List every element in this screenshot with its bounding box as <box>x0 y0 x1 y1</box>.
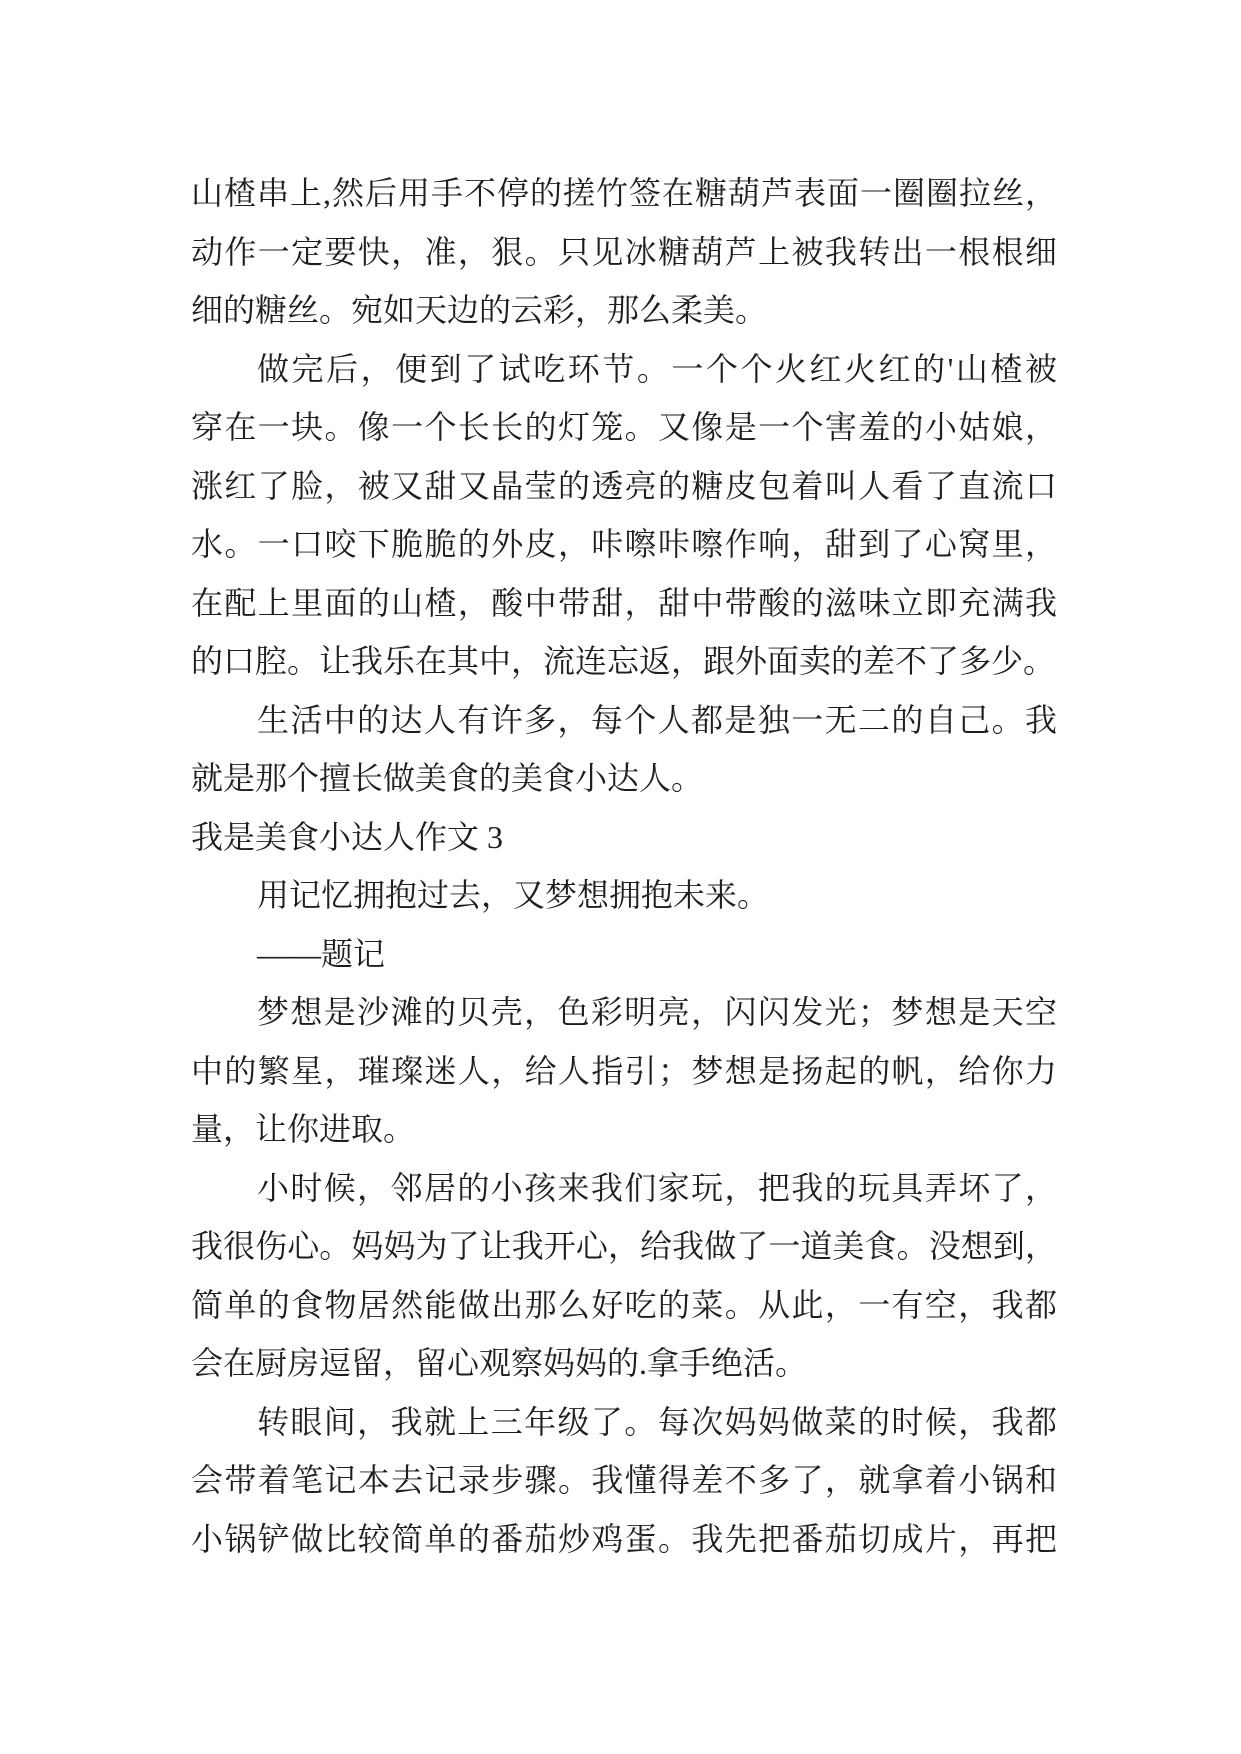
text-line: 量，让你进取。 <box>191 1111 416 1147</box>
essay-title: 我是美食小达人作文 3 <box>191 818 504 855</box>
text-line: 会带着笔记本去记录步骤。我懂得差不多了，就拿着小锅和 <box>191 1462 1057 1498</box>
text-line: 转眼间，我就上三年级了。每次妈妈做菜的时候，我都 <box>257 1403 1057 1440</box>
text-line: 简单的食物居然能做出那么好吃的菜。从此，一有空，我都 <box>191 1286 1057 1323</box>
text-line: 水。一口咬下脆脆的外皮，咔嚓咔嚓作响，甜到了心窝里， <box>191 526 1057 562</box>
text-line: 我很伤心。妈妈为了让我开心，给我做了一道美食。没想到， <box>191 1228 1057 1264</box>
text-line: 穿在一块。像一个长长的灯笼。又像是一个害羞的小姑娘， <box>191 409 1057 445</box>
text-line: 在配上里面的山楂，酸中带甜，甜中带酸的滋味立即充满我 <box>191 584 1057 621</box>
epigraph-attribution: ——题记 <box>257 935 386 972</box>
paragraph <box>191 1393 1057 1569</box>
text-line: 中的繁星，璀璨迷人，给人指引；梦想是扬起的帆，给你力 <box>191 1052 1057 1089</box>
text-line: 山楂串上,然后用手不停的搓竹签在糖葫芦表面一圈圈拉丝， <box>191 175 1057 211</box>
paragraph <box>191 164 1057 340</box>
epigraph: 用记忆拥抱过去，又梦想拥抱未来。 <box>257 877 770 913</box>
text-line: 小锅铲做比较简单的番茄炒鸡蛋。我先把番茄切成片，再把 <box>191 1520 1057 1557</box>
document-body <box>191 164 1057 1568</box>
text-line: 就是那个擅长做美食的美食小达人。 <box>191 760 704 796</box>
paragraph <box>191 340 1057 691</box>
text-line: 做完后，便到了试吃环节。一个个火红火红的'山楂被 <box>257 350 1057 387</box>
text-line: 动作一定要快，准，狠。只见冰糖葫芦上被我转出一根根细 <box>191 233 1057 270</box>
text-line: 的口腔。让我乐在其中，流连忘返，跟外面卖的差不了多少。 <box>191 643 1056 679</box>
previous-essay-continuation <box>191 164 1057 808</box>
text-line: 细的糖丝。宛如天边的云彩，那么柔美。 <box>191 292 768 328</box>
text-line: 小时候，邻居的小孩来我们家玩，把我的玩具弄坏了， <box>257 1169 1057 1206</box>
paragraph <box>191 983 1057 1159</box>
essay-3 <box>191 808 1057 1569</box>
paragraph <box>191 691 1057 808</box>
text-line: 涨红了脸，被又甜又晶莹的透亮的糖皮包着叫人看了直流口 <box>191 467 1057 504</box>
text-line: 会在厨房逗留，留心观察妈妈的.拿手绝活。 <box>191 1345 808 1381</box>
text-line: 生活中的达人有许多，每个人都是独一无二的自己。我 <box>257 701 1057 738</box>
text-line: 梦想是沙滩的贝壳，色彩明亮，闪闪发光；梦想是天空 <box>257 994 1057 1030</box>
paragraph <box>191 1159 1057 1393</box>
